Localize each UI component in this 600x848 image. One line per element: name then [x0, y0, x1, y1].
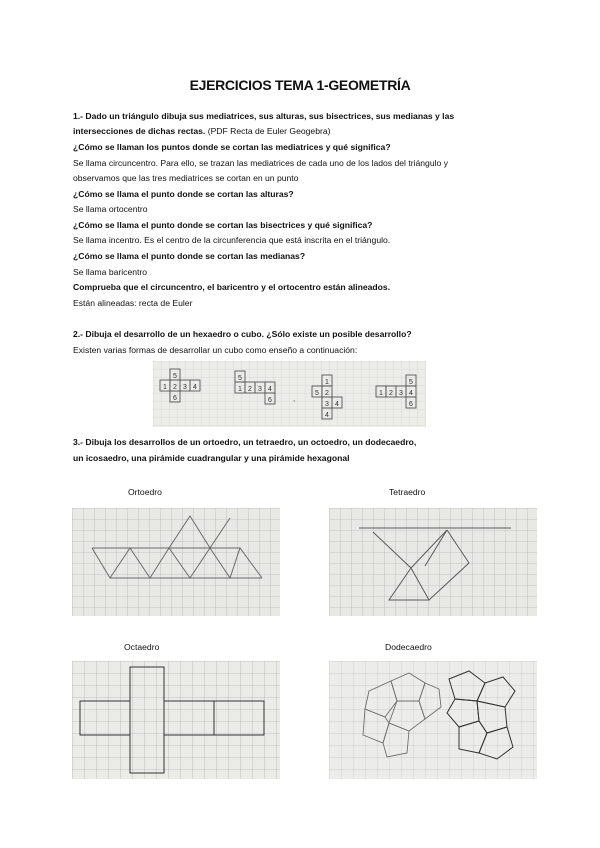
net3-cell-label: 3 — [325, 401, 329, 408]
q1-answer-4: Se llama baricentro — [73, 267, 148, 277]
net4-cell-label: 1 — [379, 390, 383, 397]
net1-top-label: 5 — [173, 373, 177, 380]
q2-statement: 2.- Dibuja el desarrollo de un hexaedro o cubo. ¿Sólo existe un posible desarrollo? — [73, 329, 412, 339]
net3-cell-label: 1 — [325, 379, 329, 386]
cube-nets-photo — [153, 361, 426, 427]
net3-cell-label: 4 — [325, 412, 329, 419]
net3-cell-label: 4 — [335, 401, 339, 408]
net2-top-label: 5 — [238, 375, 242, 382]
q1-statement-note: (PDF Recta de Euler Geogebra) — [205, 126, 331, 136]
caption-ortoedro: Ortoedro — [128, 487, 162, 497]
net1-bottom-label: 6 — [173, 395, 177, 402]
q1-answer-3: Se llama incentro. Es el centro de la circunferencia que está inscrita en el triángulo. — [73, 235, 391, 245]
q3-statement-line2: un icosaedro, una pirámide cuadrangular y una pirámide hexagonal — [73, 453, 350, 463]
net1-cell-label: 1 — [163, 384, 167, 391]
q2-answer: Existen varias formas de desarrollar un cubo como enseño a continuación: — [73, 345, 358, 355]
q3-statement-line1: 3.- Dibuja los desarrollos de un ortoedro, un tetraedro, un octoedro, un dodecaedro, — [73, 437, 417, 447]
q1-question-4: ¿Cómo se llama el punto donde se cortan las medianas? — [73, 251, 306, 261]
net1-cell-label: 2 — [173, 384, 177, 391]
net4-cell-label: 2 — [389, 390, 393, 397]
net4-cell-label: 3 — [399, 390, 403, 397]
q1-question-2: ¿Cómo se llama el punto donde se cortan las alturas? — [73, 189, 294, 199]
q1-question-3: ¿Cómo se llama el punto donde se cortan las bisectrices y qué significa? — [73, 220, 373, 230]
page-title: EJERCICIOS TEMA 1-GEOMETRÍA — [189, 77, 411, 93]
net3-cell-label: 5 — [315, 390, 319, 397]
net2-cell-label: 1 — [238, 386, 242, 393]
net3-cell-label: 2 — [325, 390, 329, 397]
net4-bottom-label: 6 — [409, 401, 413, 408]
net2-cell-label: 3 — [258, 386, 262, 393]
q1-statement-line2 — [73, 126, 330, 137]
net4-cell-label: 4 — [409, 390, 413, 397]
q1-answer-1-line1: Se llama circuncentro. Para ello, se trazan las mediatrices de cada uno de los lados del triángulo y — [73, 158, 448, 168]
q1-statement-line1: 1.- Dado un triángulo dibuja sus mediatrices, sus alturas, sus bisectrices, sus medianas y las — [73, 111, 455, 121]
tetraedro-net-photo — [329, 508, 537, 616]
q1-question-1: ¿Cómo se llaman los puntos donde se cortan las mediatrices y qué significa? — [73, 142, 391, 152]
caption-octaedro: Octaedro — [124, 642, 160, 652]
q1-statement-bold: intersecciones de dichas rectas. — [73, 126, 206, 136]
net2-cell-label: 2 — [248, 386, 252, 393]
net1-cell-label: 4 — [193, 384, 197, 391]
net2-cell-label: 4 — [268, 386, 272, 393]
q1-answer-5: Están alineadas: recta de Euler — [73, 298, 193, 308]
q1-question-5: Comprueba que el circuncentro, el baricentro y el ortocentro están alineados. — [73, 282, 391, 292]
net4-top-label: 5 — [409, 379, 413, 386]
q1-answer-2: Se llama ortocentro — [73, 204, 148, 214]
caption-dodecaedro: Dodecaedro — [385, 642, 432, 652]
svg-text:,: , — [293, 394, 296, 403]
net1-cell-label: 3 — [183, 384, 187, 391]
q1-answer-1-line2: observamos que las tres mediatrices se cortan en un punto — [73, 173, 299, 183]
octaedro-net-photo — [72, 661, 280, 779]
net2-bottom-label: 6 — [268, 397, 272, 404]
dodecaedro-net-photo — [329, 661, 537, 779]
ortoedro-net-photo — [72, 508, 280, 616]
caption-tetraedro: Tetraedro — [389, 487, 426, 497]
